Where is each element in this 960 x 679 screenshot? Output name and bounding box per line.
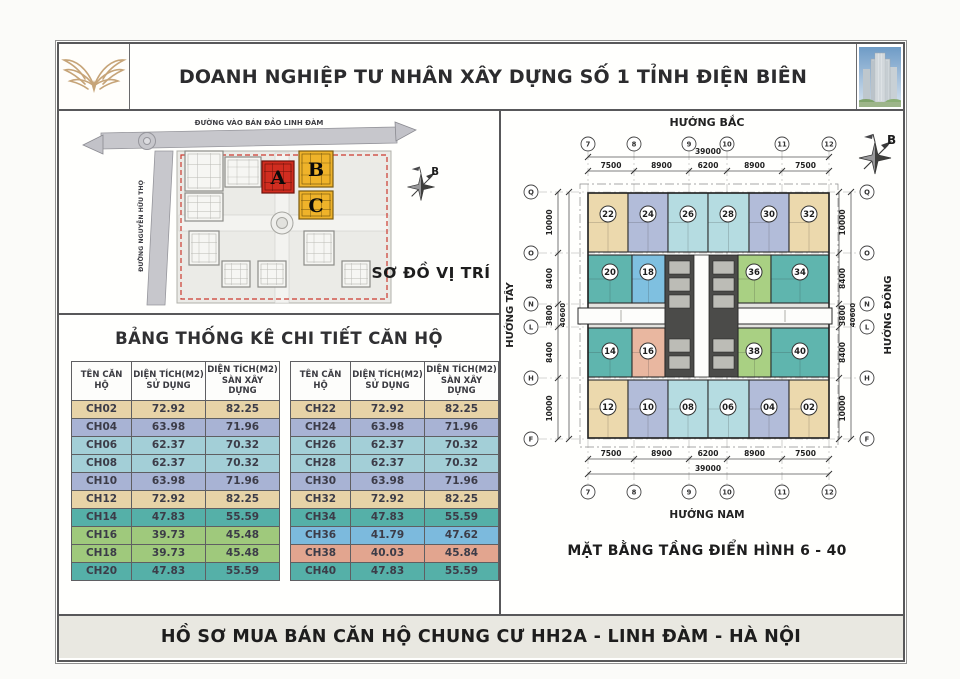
road-left-label: ĐƯỜNG NGUYỄN HỮU THỌ [138,180,145,272]
table-row [72,562,280,580]
table-row [72,544,280,562]
svg-text:30: 30 [763,210,775,220]
svg-text:8: 8 [631,488,637,497]
area-value: 82.25 [425,490,499,508]
area-value: 62.37 [132,454,206,472]
area-value: 47.83 [351,508,425,526]
svg-text:10: 10 [642,403,654,413]
dimension-label: 3800 [545,305,554,326]
svg-text:7: 7 [585,488,591,497]
building-block [185,151,223,191]
unit-name: CH32 [291,490,351,508]
dimension-label: 10000 [838,395,847,422]
svg-text:7: 7 [585,140,591,149]
area-value: 55.59 [425,508,499,526]
svg-text:L: L [528,323,534,332]
svg-text:H: H [864,374,870,383]
dimension-label: 8900 [744,449,765,458]
total-height-dim: 40600 [849,302,857,328]
svg-text:9: 9 [686,140,692,149]
header [59,44,903,111]
area-value: 71.96 [425,418,499,436]
svg-text:20: 20 [604,268,616,278]
direction-south-label: HƯỚNG NAM [669,509,745,521]
site-map [59,111,499,313]
area-value: 72.92 [351,490,425,508]
svg-text:18: 18 [642,268,654,278]
unit-name: CH02 [72,400,132,418]
area-value: 82.25 [425,400,499,418]
building-block [222,261,250,287]
svg-text:10: 10 [722,488,732,497]
unit-name: CH22 [291,400,351,418]
svg-text:B: B [307,159,325,181]
area-value: 40.03 [351,544,425,562]
unit-name: CH34 [291,508,351,526]
table-row [72,454,280,472]
apartment-tables [71,361,499,581]
unit-name: CH06 [72,436,132,454]
col-header-use-area: DIỆN TÍCH(M2) SỬ DỤNG [351,362,425,401]
area-value: 82.25 [206,400,280,418]
area-value: 62.37 [132,436,206,454]
area-value: 70.32 [425,436,499,454]
svg-text:N: N [528,300,534,309]
unit-name: CH16 [72,526,132,544]
area-value: 55.59 [206,508,280,526]
svg-text:26: 26 [682,210,694,220]
compass-north-label: B [431,167,439,179]
area-value: 45.48 [206,544,280,562]
compass-north-label: B [887,133,897,147]
unit-name: CH12 [72,490,132,508]
dimension-label: 6200 [697,449,719,458]
table-row [291,526,499,544]
area-value: 47.83 [132,562,206,580]
dimension-label: 8900 [651,449,672,458]
dimension-label: 7500 [600,161,622,170]
dimension-label: 8400 [838,342,847,363]
floor-plan-section [499,111,901,614]
svg-text:O: O [528,249,534,258]
svg-text:40: 40 [794,347,806,357]
unit-name: CH18 [72,544,132,562]
area-value: 45.84 [425,544,499,562]
dimension-label: 8400 [545,268,554,289]
svg-text:12: 12 [824,488,834,497]
table-row [291,508,499,526]
dimension-label: 8400 [838,268,847,289]
col-header-unit-name: TÊN CĂN HỘ [291,362,351,401]
wings-logo-icon [61,50,127,104]
col-header-unit-name: TÊN CĂN HỘ [72,362,132,401]
area-value: 72.92 [132,490,206,508]
unit-name: CH24 [291,418,351,436]
dimension-label: 7500 [600,449,622,458]
area-value: 62.37 [351,436,425,454]
dimension-label: 10000 [838,209,847,236]
table-row [291,490,499,508]
company-title: DOANH NGHIỆP TƯ NHÂN XÂY DỰNG SỐ 1 TỈNH ĐIỆN BIÊN [178,65,808,88]
svg-text:14: 14 [604,347,616,357]
table-row [291,472,499,490]
svg-text:10: 10 [722,140,732,149]
area-value: 71.96 [206,418,280,436]
svg-text:28: 28 [722,210,734,220]
area-value: 63.98 [132,472,206,490]
svg-text:16: 16 [642,347,654,357]
table-row [72,526,280,544]
svg-text:06: 06 [722,403,734,413]
floor-plan [501,111,901,614]
compass-icon [407,167,439,201]
area-value: 72.92 [132,400,206,418]
svg-text:22: 22 [602,210,614,220]
apartment-table-title: BẢNG THỐNG KÊ CHI TIẾT CĂN HỘ [115,329,443,348]
total-width-dim: 39000 [694,147,722,156]
road-left [147,151,173,305]
direction-west-label: HƯỚNG TÂY [505,282,516,348]
apartment-table-right [290,361,499,581]
table-row [291,562,499,580]
dimension-label: 6200 [697,161,719,170]
area-value: 45.48 [206,526,280,544]
building-block [258,261,286,287]
svg-text:Q: Q [864,188,870,197]
area-value: 70.32 [206,436,280,454]
table-row [291,418,499,436]
table-row [72,418,280,436]
area-value: 55.59 [425,562,499,580]
svg-text:9: 9 [686,488,692,497]
area-value: 47.83 [351,562,425,580]
apartment-table-section [59,313,499,614]
area-value: 72.92 [351,400,425,418]
road-arrow-right-icon [395,122,416,141]
dimension-label: 3800 [838,305,847,326]
col-header-built-area: DIỆN TÍCH(M2) SÀN XÂY DỰNG [206,362,280,401]
area-value: 70.32 [425,454,499,472]
area-value: 63.98 [132,418,206,436]
area-value: 47.62 [425,526,499,544]
svg-text:36: 36 [748,268,760,278]
area-value: 39.73 [132,544,206,562]
area-value: 71.96 [425,472,499,490]
total-height-dim: 40600 [559,302,567,328]
svg-text:N: N [864,300,870,309]
company-logo-cell [59,44,130,109]
dimension-label: 8400 [545,342,554,363]
area-value: 47.83 [132,508,206,526]
unit-name: CH14 [72,508,132,526]
svg-text:08: 08 [682,403,694,413]
svg-text:A: A [270,167,286,189]
svg-text:11: 11 [777,140,787,149]
building-block [189,231,219,265]
svg-text:Q: Q [528,188,534,197]
unit-name: CH36 [291,526,351,544]
svg-text:02: 02 [803,403,815,413]
center-corridor [694,255,709,377]
table-row [72,400,280,418]
apartment-table-left [71,361,280,581]
dimension-label: 7500 [795,449,816,458]
dimension-label: 10000 [545,209,554,236]
dimension-label: 8900 [651,161,672,170]
area-value: 39.73 [132,526,206,544]
unit-name: CH08 [72,454,132,472]
dimension-label: 7500 [795,161,816,170]
building-block [304,231,334,265]
svg-text:34: 34 [794,268,806,278]
total-width-dim: 39000 [694,464,722,473]
unit-name: CH10 [72,472,132,490]
area-value: 71.96 [206,472,280,490]
building-photo [859,47,901,107]
col-header-use-area: DIỆN TÍCH(M2) SỬ DỤNG [132,362,206,401]
site-map-section [59,111,499,313]
svg-text:O: O [864,249,870,258]
svg-text:F: F [528,435,534,444]
svg-text:L: L [864,323,870,332]
road-arrow-left-icon [83,135,103,154]
unit-name: CH28 [291,454,351,472]
unit-name: CH26 [291,436,351,454]
unit-name: CH38 [291,544,351,562]
svg-text:F: F [864,435,870,444]
col-header-built-area: DIỆN TÍCH(M2) SÀN XÂY DỰNG [425,362,499,401]
unit-name: CH40 [291,562,351,580]
table-row [72,490,280,508]
table-row [72,508,280,526]
document-page [55,40,907,664]
svg-text:38: 38 [748,347,760,357]
building-block [185,193,223,221]
area-value: 63.98 [351,472,425,490]
svg-text:32: 32 [803,210,815,220]
svg-text:11: 11 [777,488,787,497]
compass-icon [859,133,896,174]
direction-north-label: HƯỚNG BẮC [669,116,745,129]
area-value: 41.79 [351,526,425,544]
area-value: 82.25 [206,490,280,508]
road-top-label: ĐƯỜNG VÀO BÁN ĐẢO LINH ĐÀM [194,119,324,127]
svg-text:12: 12 [602,403,614,413]
area-value: 62.37 [351,454,425,472]
building-photo-cell [856,44,903,109]
building-block [342,261,370,287]
direction-east-label: HƯỚNG ĐÔNG [883,275,894,355]
svg-text:04: 04 [763,403,775,413]
table-row [291,400,499,418]
table-row [291,454,499,472]
table-row [72,472,280,490]
svg-text:12: 12 [824,140,834,149]
area-value: 70.32 [206,454,280,472]
area-value: 55.59 [206,562,280,580]
table-row [72,436,280,454]
dimension-label: 10000 [545,395,554,422]
svg-text:H: H [528,374,534,383]
building-block [225,157,261,187]
footer-banner: HỒ SƠ MUA BÁN CĂN HỘ CHUNG CƯ HH2A - LINH ĐÀM - HÀ NỘI [59,614,903,658]
table-row [291,544,499,562]
table-row [291,436,499,454]
site-map-title: SƠ ĐỒ VỊ TRÍ [371,264,491,282]
unit-name: CH30 [291,472,351,490]
dimension-label: 8900 [744,161,765,170]
svg-text:8: 8 [631,140,637,149]
unit-name: CH04 [72,418,132,436]
page-frame [57,42,905,662]
unit-name: CH20 [72,562,132,580]
area-value: 63.98 [351,418,425,436]
svg-text:24: 24 [642,210,654,220]
corridor-west [578,308,665,324]
floor-plan-title: MẶT BẰNG TẦNG ĐIỂN HÌNH 6 - 40 [567,543,847,559]
svg-text:C: C [308,195,324,217]
